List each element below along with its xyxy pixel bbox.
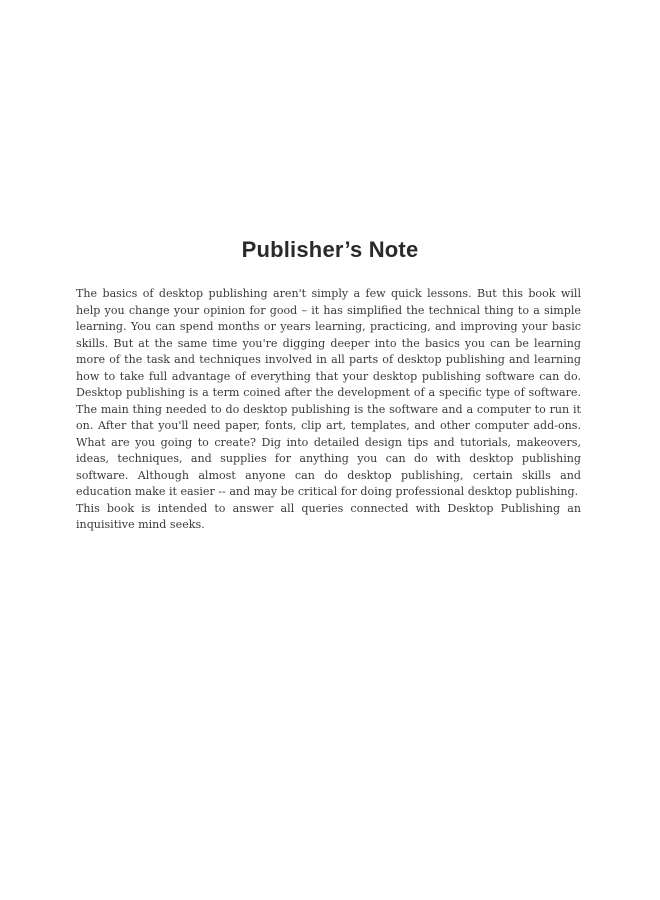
page-title: Publisher’s Note [241, 237, 419, 262]
paragraph-main: The basics of desktop publishing aren't simply a few quick lessons. But this book will help you change your opinion for good – it has simplified the technical thing to a simple learning. You can spend months or years learning, practicing, and improving your basic skills. But at the same time you're digging deeper into the basics you can be learning more of the task and techniques involved in all parts of desktop publishing and learning how to take full advantage of everything that your desktop publishing software can do. Desktop publishing is a term coined after the development of a specific type of software. The main thing needed to do desktop publishing is the software and a computer to run it on. After that you'll need paper, fonts, clip art, templates, and other computer add-ons. What are you going to create? Dig into detailed design tips and tutorials, makeovers, ideas, techniques, and supplies for anything you can do with desktop publishing software. Although almost anyone can do desktop publishing, certain skills and education make it easier -- and may be critical for doing professional desktop publishing. [76, 287, 581, 498]
note-body [76, 286, 581, 534]
paragraph-closing: This book is intended to answer all queries connected with Desktop Publishing an inquisitive mind seeks. [76, 501, 581, 531]
